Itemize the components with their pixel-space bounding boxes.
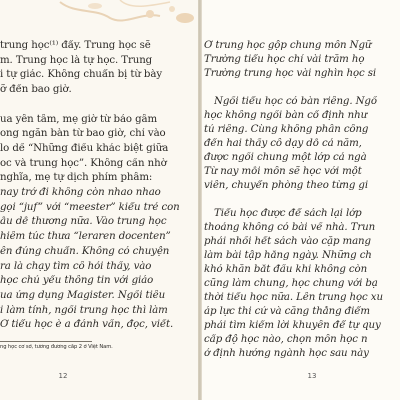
text-line: cấp độ học nào, chọn môn học n bbox=[204, 334, 368, 345]
page-number: 12 bbox=[58, 372, 68, 380]
text-line: Ngồi tiểu học có bàn riêng. Ngồ bbox=[214, 96, 377, 107]
text-line: lo dề “Những điều khác biệt giữa bbox=[0, 142, 169, 154]
floral-ornament bbox=[0, 0, 198, 34]
text-line: Ở trung học gộp chung môn Ngữ bbox=[204, 40, 372, 51]
text-line: ua yên tâm, mẹ giờ từ báo gâm bbox=[0, 113, 158, 125]
text-line: thoảng không có bài về nhà. Trun bbox=[204, 222, 376, 233]
page-number: 13 bbox=[307, 372, 317, 380]
text-line: Ở tiểu học è a đánh vần, đọc, viết. bbox=[0, 319, 174, 331]
text-line: Trường tiểu học chỉ vài trăm họ bbox=[204, 54, 365, 65]
text-line: ỡ đến bao giờ. bbox=[0, 84, 72, 96]
text-line: tủ riêng. Cùng không phân công bbox=[204, 124, 369, 135]
footnote-rule bbox=[0, 341, 92, 342]
text-line: thời tiểu học nữa. Lên trung học xu bbox=[204, 292, 383, 303]
text-line: đến hai thầy cô dạy dỗ cả năm, bbox=[204, 138, 362, 149]
text-line: nghĩa, mẹ tự dịch phím phâm: bbox=[0, 172, 153, 184]
text-line: oc và trung học”. Không cần nhờ bbox=[0, 157, 167, 169]
text-line: gọi “juf” với “meester” kiểu trẻ con bbox=[0, 201, 180, 213]
text-line: Tiểu học được để sách lại lớp bbox=[214, 208, 362, 219]
text-line: ên đúng chuẩn. Không có chuyện bbox=[0, 245, 170, 257]
footnote: ng học cơ sở, tương đương cấp 2 ở Việt Nam. bbox=[0, 344, 113, 350]
text-line: hiêm túc thưa “leraren docenten” bbox=[0, 231, 171, 243]
text-line: được ngồi chung một lớp cả ngà bbox=[204, 152, 367, 163]
text-line: học chủ yếu thông tin với giáo bbox=[0, 275, 154, 287]
text-line: ra là chạy tìm cô hỏi thầy, vào bbox=[0, 260, 152, 272]
text-line: phải nhồi hết sách vào cặp mang bbox=[204, 236, 371, 247]
text-line: ẫu dễ thương nữa. Vào trung học bbox=[0, 216, 167, 228]
text-line: khó khăn bắt đầu khi không còn bbox=[204, 264, 368, 275]
text-line: ong ngăn bàn từ bao giờ, chỉ vào bbox=[0, 128, 166, 140]
text-line: viên, chuyển phòng theo từng gi bbox=[204, 180, 368, 191]
text-line: m. Trung học là tự học. Trung bbox=[0, 54, 153, 66]
text-line: học không ngồi bàn cố định như bbox=[204, 110, 368, 121]
text-line: áp lực thi cử và căng thẳng điểm bbox=[204, 306, 370, 317]
text-line: nay trở đi không còn nhao nhao bbox=[0, 187, 161, 198]
text-line: Trường trung học vài nghìn học si bbox=[204, 68, 377, 79]
text-line: làm bài tập hằng ngày. Những ch bbox=[204, 250, 372, 261]
text-line: Từ nay mỗi môn sẽ học với một bbox=[204, 166, 362, 177]
text-line: cũng làm chung, học chung với bạ bbox=[204, 278, 378, 289]
text-line: i tự giác. Không chuẩn bị từ bày bbox=[0, 69, 162, 81]
text-line: trung học⁽¹⁾ đấy. Trung học sẽ bbox=[0, 40, 151, 51]
text-line: ua ứng dụng Magister. Ngồi tiêu bbox=[0, 289, 166, 301]
text-line: i làm tính, ngồi trung học thì làm bbox=[0, 304, 168, 316]
left-page bbox=[0, 0, 198, 400]
text-line: ở định hướng ngành học sau này bbox=[204, 348, 369, 359]
text-line: phải tìm kiếm lời khuyên để tự quy bbox=[204, 320, 381, 331]
right-page bbox=[202, 0, 400, 400]
